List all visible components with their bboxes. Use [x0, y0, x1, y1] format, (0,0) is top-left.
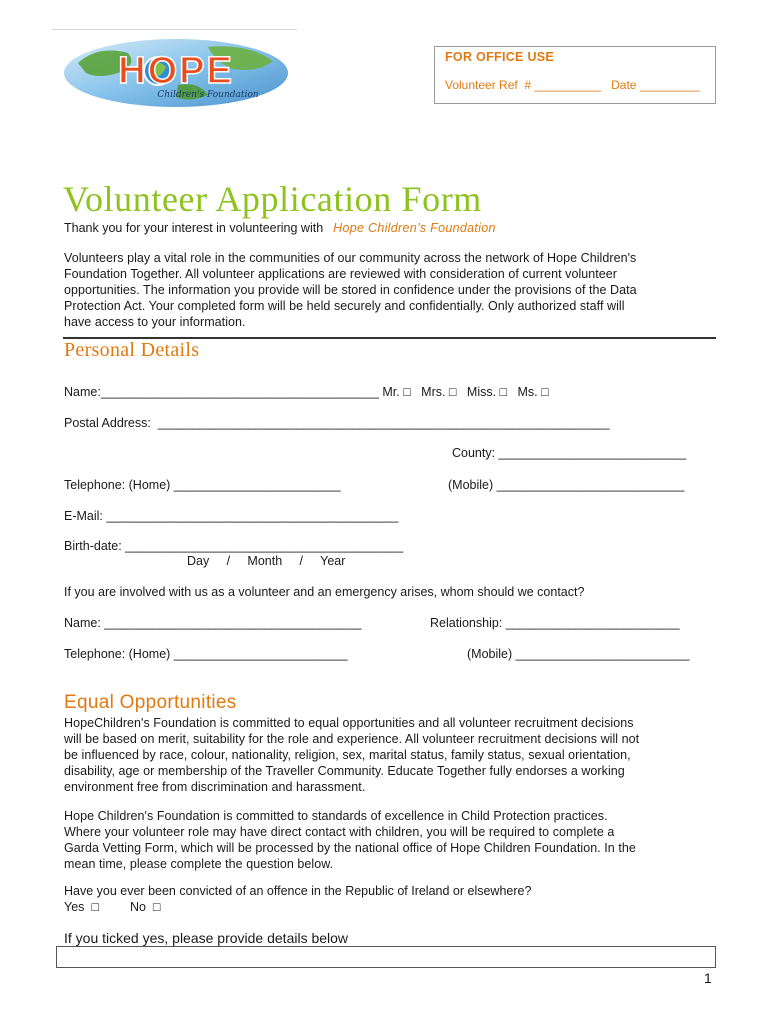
telephone-mobile-line[interactable]: (Mobile) ___________________________: [448, 478, 685, 492]
intro-line: Protection Act. Your completed form will be held securely and confidentially. Only authorized staff will: [64, 299, 625, 313]
conviction-yes-checkbox[interactable]: Yes □: [64, 900, 99, 914]
intro-paragraph: [64, 250, 716, 330]
emergency-question: If you are involved with us as a volunteer and an emergency arises, whom should we contact?: [64, 585, 585, 599]
intro-line: Foundation Together. All volunteer applications are reviewed with consideration of current volunteer: [64, 267, 618, 281]
county-line[interactable]: County: ___________________________: [452, 446, 687, 460]
equal-line: be influenced by race, colour, nationality, religion, sex, marital status, family status, sexual orientation,: [64, 748, 631, 762]
birth-date-parts: Day / Month / Year: [187, 554, 346, 568]
equal-opportunities-paragraph: [64, 715, 716, 795]
intro-line: have access to your information.: [64, 315, 246, 329]
conviction-question: Have you ever been convicted of an offence in the Republic of Ireland or elsewhere?: [64, 884, 532, 898]
email-line[interactable]: E-Mail: __________________________________________: [64, 509, 399, 523]
office-use-title: FOR OFFICE USE: [445, 50, 555, 64]
emergency-telephone-home-line[interactable]: Telephone: (Home) _________________________: [64, 647, 348, 661]
name-field-line[interactable]: Name:________________________________________ Mr. □ Mrs. □ Miss. □ Ms. □: [64, 385, 549, 399]
equal-line: environment free from discrimination and harassment.: [64, 780, 366, 794]
telephone-home-line[interactable]: Telephone: (Home) ________________________: [64, 478, 341, 492]
protection-line: Garda Vetting Form, which will be processed by the national office of Hope Children Foundation. In the: [64, 841, 636, 855]
emergency-relationship-line[interactable]: Relationship: _________________________: [430, 616, 680, 630]
equal-line: HopeChildren's Foundation is committed to equal opportunities and all volunteer recruitment decisions: [64, 716, 634, 730]
hope-foundation-logo: [58, 33, 298, 113]
protection-line: Where your volunteer role may have direct contact with children, you will be required to complete a: [64, 825, 615, 839]
protection-line: Hope Children's Foundation is committed to standards of excellence in Child Protection practices.: [64, 809, 608, 823]
intro-org-name: Hope Children’s Foundation: [333, 221, 496, 235]
logo-top-rule: [52, 29, 297, 30]
equal-line: disability, age or membership of the Traveller Community. Educate Together fully endorses a working: [64, 764, 625, 778]
office-use-box: [434, 46, 716, 104]
details-label: If you ticked yes, please provide details below: [64, 930, 349, 946]
intro-thanks: [64, 221, 496, 235]
birth-date-line[interactable]: Birth-date: ________________________________________: [64, 539, 404, 553]
page-title: Volunteer Application Form: [63, 179, 482, 219]
postal-address-line[interactable]: Postal Address: _________________________________________________________________: [64, 416, 610, 430]
equal-opportunities-heading: Equal Opportunities: [64, 692, 237, 713]
logo-wordmark: HOPE: [118, 50, 234, 92]
volunteer-ref-date-line: Volunteer Ref # __________ Date _________: [445, 78, 700, 92]
personal-details-heading: Personal Details: [64, 339, 200, 361]
intro-thanks-text: Thank you for your interest in volunteering with: [64, 221, 324, 235]
equal-line: will be based on merit, suitability for the role and experience. All volunteer recruitment decisions will not: [64, 732, 640, 746]
conviction-details-box[interactable]: [56, 946, 716, 968]
emergency-telephone-mobile-line[interactable]: (Mobile) _________________________: [467, 647, 690, 661]
protection-line: mean time, please complete the question below.: [64, 857, 334, 871]
intro-line: Volunteers play a vital role in the communities of our community across the network of Hope Children's: [64, 251, 637, 265]
conviction-no-checkbox[interactable]: No □: [130, 900, 161, 914]
emergency-name-line[interactable]: Name: _____________________________________: [64, 616, 362, 630]
intro-line: opportunities. The information you provide will be stored in confidence under the provisions of the Data: [64, 283, 637, 297]
logo-tagline: Children's Foundation: [157, 90, 259, 100]
child-protection-paragraph: [64, 808, 716, 872]
page-number: 1: [704, 970, 712, 986]
